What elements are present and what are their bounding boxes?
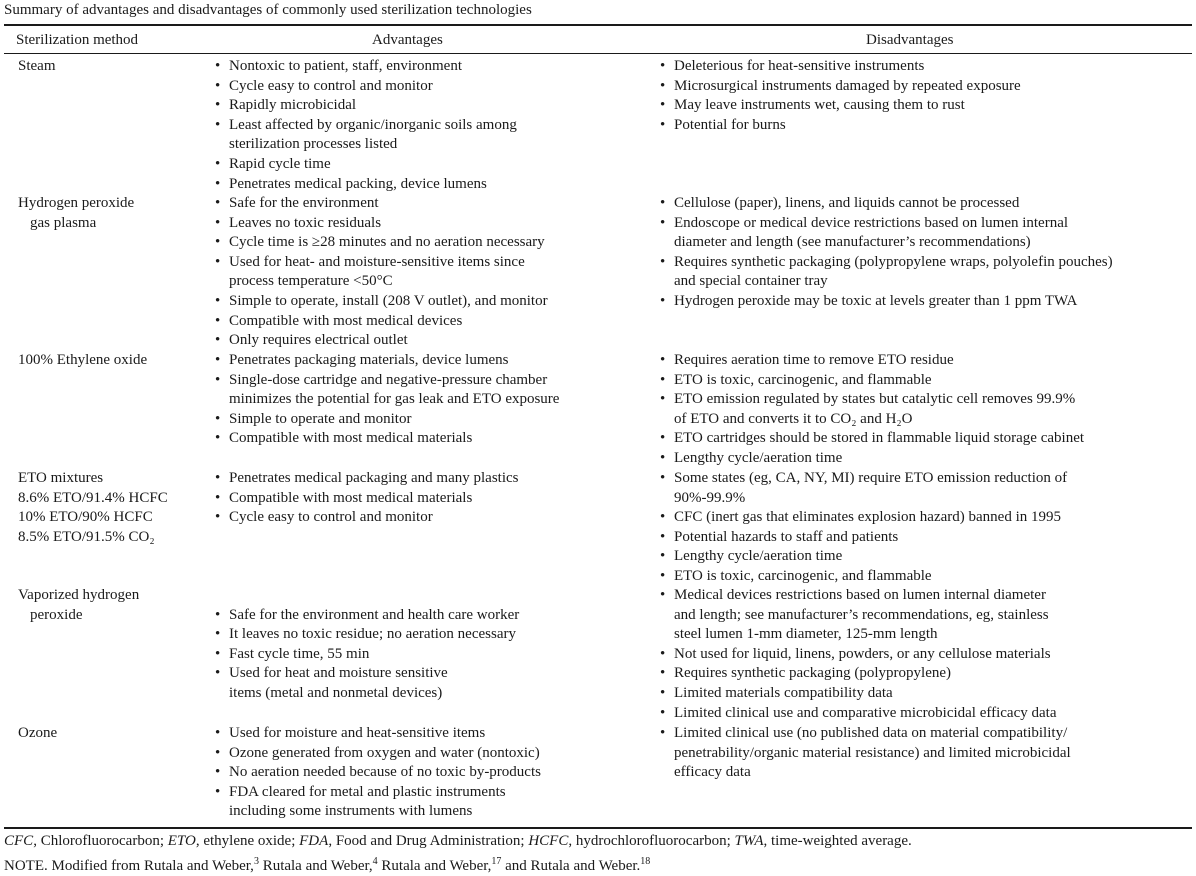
disadvantages-cell bbox=[658, 586, 1178, 723]
method-line: 10% ETO/90% HCFC bbox=[18, 509, 153, 526]
abbreviation-term: HCFC bbox=[528, 833, 569, 849]
disadvantage-item bbox=[658, 96, 1178, 116]
bullet-text-line: • Fast cycle time, 55 min bbox=[229, 645, 370, 662]
disadvantages-cell bbox=[658, 194, 1178, 312]
bullet-text-line: • Some states (eg, CA, NY, MI) require ETO emission reduction of bbox=[674, 470, 1068, 486]
bullet-text-line: • Requires synthetic packaging (polypropylene) bbox=[674, 665, 952, 682]
bullet-text-line: penetrability/organic material resistance) and limited microbicidal bbox=[674, 744, 1071, 761]
bullet-text-line: • Limited clinical use (no published data on material compatibility/ bbox=[674, 725, 1068, 741]
disadvantage-item bbox=[658, 724, 1178, 783]
abbreviation-definition: , Food and Drug Administration; bbox=[328, 833, 529, 849]
bullet-text-line: • Endoscope or medical device restrictions based on lumen internal bbox=[674, 214, 1069, 231]
bullet-text-line: efficacy data bbox=[674, 764, 751, 781]
bullet-text-line: • Microsurgical instruments damaged by repeated exposure bbox=[674, 77, 1021, 94]
disadvantage-item bbox=[658, 528, 1178, 548]
bullet-text-line: • Cycle easy to control and monitor bbox=[229, 77, 433, 94]
advantage-item bbox=[213, 410, 633, 430]
advantage-item bbox=[213, 57, 633, 77]
method-line: ETO mixtures bbox=[18, 470, 104, 486]
advantage-item bbox=[213, 194, 633, 214]
disadvantage-item bbox=[658, 547, 1178, 567]
bullet-text-line: and length; see manufacturer’s recommendations, eg, stainless bbox=[674, 606, 1049, 623]
abbreviation-definition: , hydrochlorofluorocarbon; bbox=[568, 833, 735, 849]
advantage-item bbox=[213, 253, 633, 292]
method-line: Hydrogen peroxide bbox=[18, 195, 135, 211]
advantage-item bbox=[213, 489, 633, 509]
header-rule bbox=[4, 53, 1192, 54]
bullet-text-line: • Lengthy cycle/aeration time bbox=[674, 548, 843, 565]
method-cell bbox=[18, 469, 208, 547]
advantages-cell bbox=[213, 351, 633, 449]
bullet-text-line: • Medical devices restrictions based on lumen internal diameter bbox=[674, 587, 1046, 603]
note-line bbox=[4, 852, 912, 872]
top-rule bbox=[4, 24, 1192, 26]
advantages-cell bbox=[213, 57, 633, 194]
note-text: and Rutala and Weber. bbox=[501, 857, 641, 874]
bullet-text-line: • Ozone generated from oxygen and water (nontoxic) bbox=[229, 744, 540, 761]
advantages-cell bbox=[213, 606, 633, 704]
disadvantage-item bbox=[658, 429, 1178, 449]
abbreviation-term: CFC bbox=[4, 833, 34, 849]
bullet-text-line: of ETO and converts it to CO₂ and H₂O bbox=[674, 410, 913, 427]
bullet-text-line: • Safe for the environment and health care worker bbox=[229, 606, 520, 623]
bullet-text-line: • FDA cleared for metal and plastic instruments bbox=[229, 783, 506, 800]
disadvantage-item bbox=[658, 645, 1178, 665]
advantage-item bbox=[213, 214, 633, 234]
bullet-text-line: • May leave instruments wet, causing them to rust bbox=[674, 97, 965, 114]
method-line: Ozone bbox=[18, 725, 58, 741]
disadvantage-item bbox=[658, 704, 1178, 724]
disadvantage-item bbox=[658, 292, 1178, 312]
disadvantages-cell bbox=[658, 57, 1178, 135]
abbreviation-definition: , ethylene oxide; bbox=[195, 833, 300, 849]
advantage-item bbox=[213, 469, 633, 489]
bullet-text-line: including some instruments with lumens bbox=[229, 803, 473, 820]
bullet-text-line: • Penetrates medical packing, device lumens bbox=[229, 175, 487, 192]
bullet-text-line: • Only requires electrical outlet bbox=[229, 332, 408, 349]
bullet-text-line: • ETO is toxic, carcinogenic, and flammable bbox=[674, 567, 932, 584]
advantage-item bbox=[213, 233, 633, 253]
method-cell bbox=[18, 724, 208, 744]
bullet-text-line: • Least affected by organic/inorganic soils among bbox=[229, 116, 517, 133]
bullet-text-line: • Hydrogen peroxide may be toxic at levels greater than 1 ppm TWA bbox=[674, 292, 1078, 309]
bullet-text-line: 90%-99.9% bbox=[674, 489, 746, 506]
bullet-text-line: sterilization processes listed bbox=[229, 136, 398, 153]
bullet-text-line: process temperature <50°C bbox=[229, 273, 393, 290]
disadvantage-item bbox=[658, 371, 1178, 391]
bullet-text-line: • ETO is toxic, carcinogenic, and flammable bbox=[674, 371, 932, 388]
bullet-text-line: • Limited materials compatibility data bbox=[674, 684, 893, 701]
note-text: NOTE. Modified from Rutala and Weber, bbox=[4, 857, 254, 874]
bullet-text-line: • Cellulose (paper), linens, and liquids cannot be processed bbox=[674, 195, 1020, 211]
disadvantage-item bbox=[658, 77, 1178, 97]
method-cell bbox=[18, 351, 208, 371]
bullet-text-line: • Simple to operate and monitor bbox=[229, 410, 412, 427]
bullet-text-line: • Rapid cycle time bbox=[229, 155, 331, 172]
disadvantage-item bbox=[658, 57, 1178, 77]
bullet-text-line: • Simple to operate, install (208 V outlet), and monitor bbox=[229, 292, 548, 309]
method-line: Vaporized hydrogen bbox=[18, 587, 140, 603]
bullet-text-line: • Rapidly microbicidal bbox=[229, 97, 357, 114]
disadvantage-item bbox=[658, 116, 1178, 136]
method-line: peroxide bbox=[30, 606, 83, 623]
advantages-cell bbox=[213, 469, 633, 528]
advantage-item bbox=[213, 508, 633, 528]
advantage-item bbox=[213, 664, 633, 703]
bullet-text-line: • Used for heat and moisture sensitive bbox=[229, 665, 448, 682]
bullet-text-line: items (metal and nonmetal devices) bbox=[229, 684, 443, 701]
bullet-text-line: • Lengthy cycle/aeration time bbox=[674, 449, 843, 466]
disadvantage-item bbox=[658, 586, 1178, 645]
bullet-text-line: • Compatible with most medical materials bbox=[229, 489, 473, 506]
method-line: gas plasma bbox=[30, 214, 97, 231]
disadvantage-item bbox=[658, 469, 1178, 508]
advantage-item bbox=[213, 116, 633, 155]
advantages-cell bbox=[213, 194, 633, 351]
bullet-text-line: • Compatible with most medical materials bbox=[229, 430, 473, 447]
advantages-cell bbox=[213, 724, 633, 822]
bullet-text-line: • CFC (inert gas that eliminates explosion hazard) banned in 1995 bbox=[674, 509, 1061, 526]
disadvantage-item bbox=[658, 449, 1178, 469]
bullet-text-line: • ETO cartridges should be stored in flammable liquid storage cabinet bbox=[674, 430, 1085, 447]
method-line: 100% Ethylene oxide bbox=[18, 352, 148, 368]
header-advantages: Advantages bbox=[372, 32, 443, 48]
bullet-text-line: • It leaves no toxic residue; no aeration necessary bbox=[229, 626, 516, 643]
method-line: Steam bbox=[18, 58, 56, 74]
bullet-text-line: • Penetrates medical packaging and many plastics bbox=[229, 470, 519, 486]
bullet-text-line: • ETO emission regulated by states but catalytic cell removes 99.9% bbox=[674, 391, 1076, 408]
bullet-text-line: minimizes the potential for gas leak and ETO exposure bbox=[229, 391, 560, 408]
disadvantage-item bbox=[658, 214, 1178, 253]
disadvantage-item bbox=[658, 351, 1178, 371]
advantage-item bbox=[213, 292, 633, 312]
note-text: Rutala and Weber, bbox=[377, 857, 492, 874]
bullet-text-line: • Cycle time is ≥28 minutes and no aeration necessary bbox=[229, 234, 545, 251]
disadvantage-item bbox=[658, 194, 1178, 214]
bullet-text-line: • Compatible with most medical devices bbox=[229, 312, 463, 329]
bullet-text-line: • Single-dose cartridge and negative-pressure chamber bbox=[229, 371, 548, 388]
advantage-item bbox=[213, 606, 633, 626]
advantage-item bbox=[213, 645, 633, 665]
advantage-item bbox=[213, 783, 633, 822]
advantage-item bbox=[213, 724, 633, 744]
bullet-text-line: • Requires aeration time to remove ETO residue bbox=[674, 352, 954, 368]
abbreviation-definition: , time-weighted average. bbox=[763, 833, 912, 849]
bullet-text-line: • No aeration needed because of no toxic by-products bbox=[229, 764, 541, 781]
reference-superscript: 18 bbox=[640, 855, 651, 867]
disadvantage-item bbox=[658, 664, 1178, 684]
abbreviation-term: ETO bbox=[167, 833, 196, 849]
disadvantage-item bbox=[658, 567, 1178, 587]
bullet-text-line: • Potential for burns bbox=[674, 116, 786, 133]
advantage-item bbox=[213, 744, 633, 764]
header-method: Sterilization method bbox=[16, 32, 139, 48]
bullet-text-line: • Safe for the environment bbox=[229, 195, 379, 211]
bullet-text-line: • Potential hazards to staff and patients bbox=[674, 528, 899, 545]
bullet-text-line: • Used for heat- and moisture-sensitive items since bbox=[229, 253, 525, 270]
advantage-item bbox=[213, 96, 633, 116]
advantage-item bbox=[213, 763, 633, 783]
bullet-text-line: and special container tray bbox=[674, 273, 828, 290]
reference-superscript: 3 bbox=[253, 855, 259, 867]
bullet-text-line: • Deleterious for heat-sensitive instruments bbox=[674, 58, 925, 74]
header-disadvantages: Disadvantages bbox=[866, 32, 954, 48]
disadvantage-item bbox=[658, 684, 1178, 704]
table-caption: Summary of advantages and disadvantages of commonly used sterilization technologies bbox=[4, 2, 532, 18]
abbreviation-term: FDA bbox=[299, 833, 329, 849]
advantage-item bbox=[213, 312, 633, 332]
advantage-item bbox=[213, 429, 633, 449]
disadvantage-item bbox=[658, 390, 1178, 429]
reference-superscript: 17 bbox=[491, 855, 502, 867]
abbreviation-definition: , Chlorofluorocarbon; bbox=[33, 833, 168, 849]
disadvantages-cell bbox=[658, 469, 1178, 587]
advantage-item bbox=[213, 351, 633, 371]
bullet-text-line: • Requires synthetic packaging (polypropylene wraps, polyolefin pouches) bbox=[674, 253, 1113, 270]
bullet-text-line: • Nontoxic to patient, staff, environment bbox=[229, 58, 463, 74]
bullet-text-line: • Penetrates packaging materials, device lumens bbox=[229, 352, 509, 368]
reference-superscript: 4 bbox=[372, 855, 378, 867]
bullet-text-line: • Limited clinical use and comparative microbicidal efficacy data bbox=[674, 704, 1057, 721]
disadvantages-cell bbox=[658, 351, 1178, 469]
advantage-item bbox=[213, 155, 633, 175]
disadvantage-item bbox=[658, 253, 1178, 292]
method-cell bbox=[18, 194, 208, 233]
disadvantage-item bbox=[658, 508, 1178, 528]
bullet-text-line: • Cycle easy to control and monitor bbox=[229, 509, 433, 526]
advantage-item bbox=[213, 331, 633, 351]
bullet-text-line: • Leaves no toxic residuals bbox=[229, 214, 382, 231]
bullet-text-line: • Used for moisture and heat-sensitive items bbox=[229, 725, 486, 741]
bullet-text-line: steel lumen 1-mm diameter, 125-mm length bbox=[674, 626, 938, 643]
abbreviations-line bbox=[4, 832, 912, 852]
bullet-text-line: diameter and length (see manufacturer’s recommendations) bbox=[674, 234, 1031, 251]
method-cell bbox=[18, 586, 208, 625]
advantage-item bbox=[213, 77, 633, 97]
method-line: 8.6% ETO/91.4% HCFC bbox=[18, 489, 168, 506]
method-line: 8.5% ETO/91.5% CO₂ bbox=[18, 528, 155, 545]
bottom-rule bbox=[4, 827, 1192, 829]
disadvantages-cell bbox=[658, 724, 1178, 783]
method-cell bbox=[18, 57, 208, 77]
abbreviation-term: TWA bbox=[734, 833, 764, 849]
advantage-item bbox=[213, 175, 633, 195]
note-text: Rutala and Weber, bbox=[258, 857, 373, 874]
advantage-item bbox=[213, 371, 633, 410]
table-footnotes bbox=[4, 832, 912, 874]
advantage-item bbox=[213, 625, 633, 645]
bullet-text-line: • Not used for liquid, linens, powders, or any cellulose materials bbox=[674, 645, 1051, 662]
